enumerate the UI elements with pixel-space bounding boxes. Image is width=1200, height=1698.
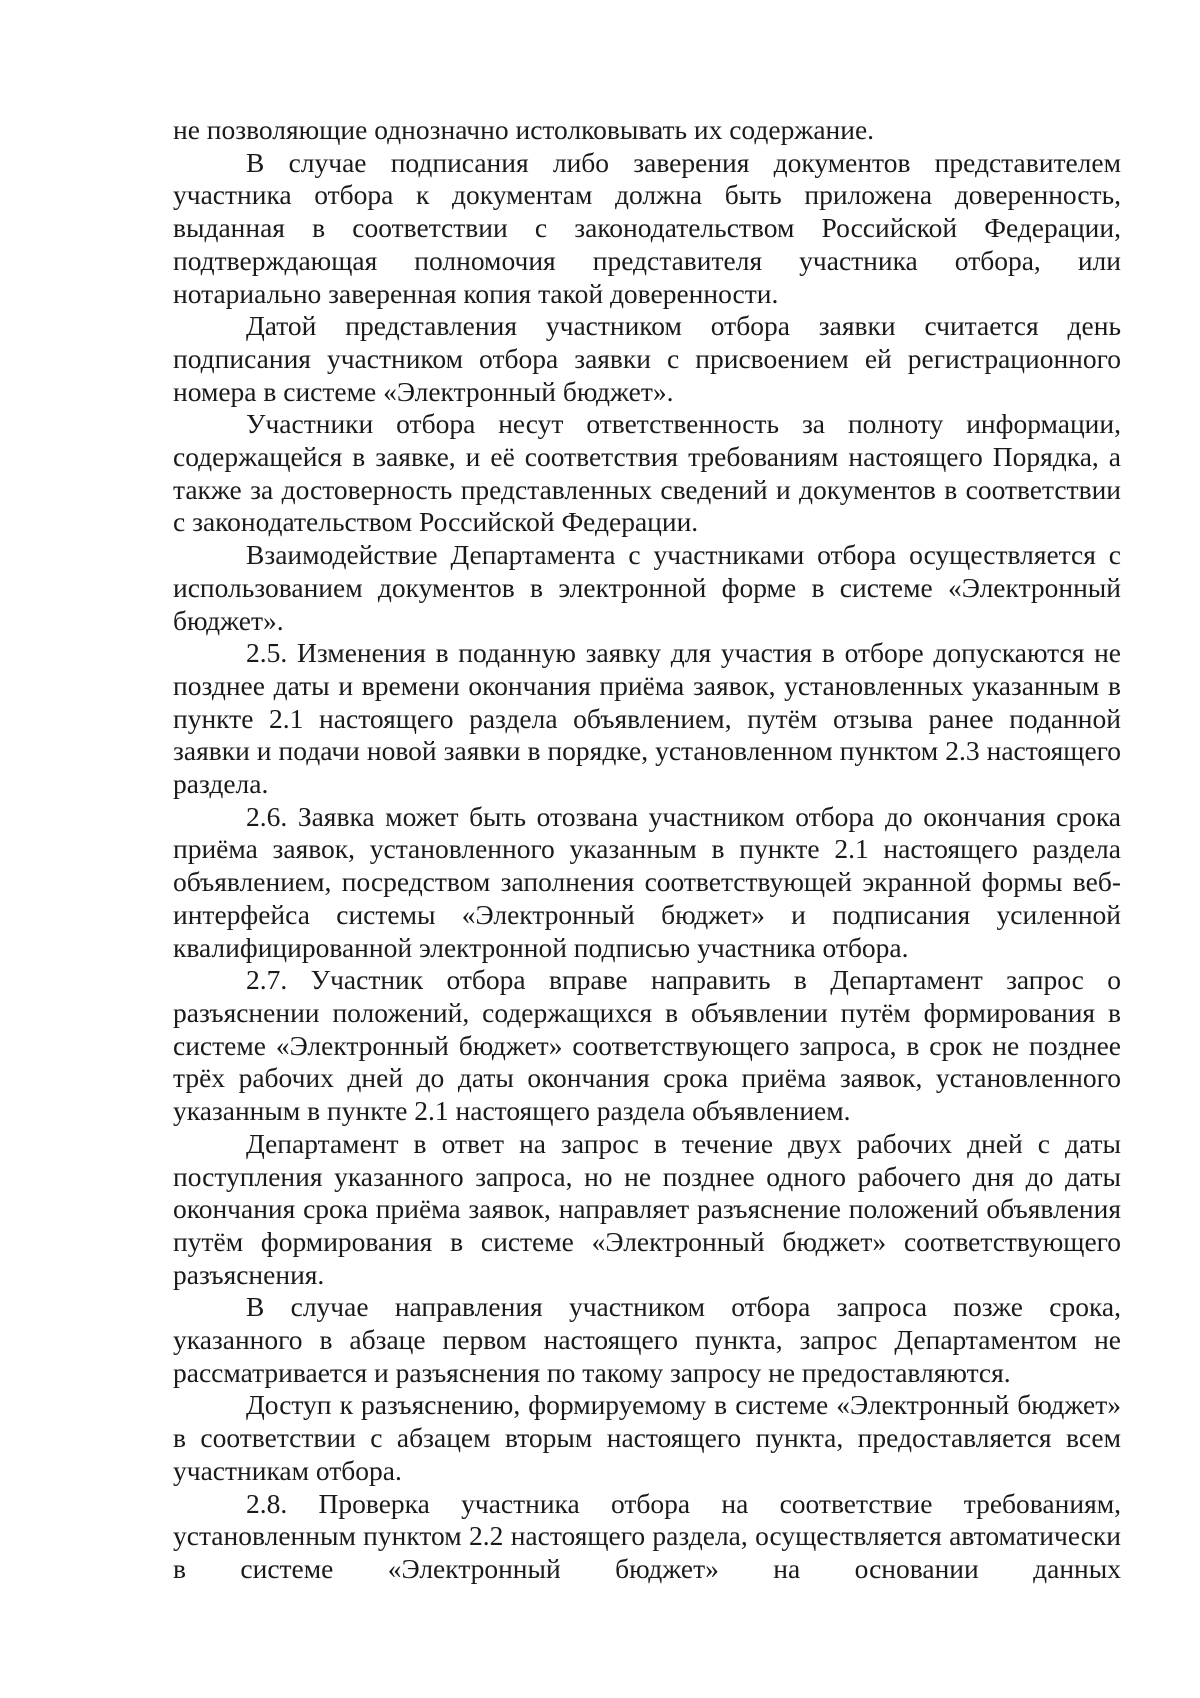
paragraph-2-8: 2.8. Проверка участника отбора на соответствие требованиям, установленным пунктом 2.2 настоящего раздела, осуществляется автоматически в системе «Электронный бюджет» на основании данных [173, 1487, 1121, 1584]
paragraph-power-of-attorney: В случае подписания либо заверения документов представителем участника отбора к документам должна быть приложена доверенность, выданная в соответствии с законодательством Российской Федерации, подтверждающая полномочия представителя участника отбора, или нотариально заверенная копия такой доверенности. [173, 146, 1121, 309]
paragraph-continuation: не позволяющие однозначно истолковывать их содержание. [173, 114, 875, 145]
paragraph-interaction: Взаимодействие Департамента с участниками отбора осуществляется с использованием документов в электронной форме в системе «Электронный бюджет». [173, 539, 1121, 636]
paragraph-late-request: В случае направления участником отбора запроса позже срока, указанного в абзаце первом настоящего пункта, запрос Департаментом не рассматривается и разъяснения по такому запросу не предоставляются. [173, 1291, 1121, 1388]
document-body [173, 114, 1121, 1586]
paragraph-2-5: 2.5. Изменения в поданную заявку для участия в отборе допускаются не позднее даты и времени окончания приёма заявок, установленных указанным в пункте 2.1 настоящего раздела объявлением, путём отзыва ранее поданной заявки и подачи новой заявки в порядке, установленном пунктом 2.3 настоящего раздела. [173, 637, 1121, 800]
paragraph-participant-responsibility: Участники отбора несут ответственность за полноту информации, содержащейся в заявке, и её соответствия требованиям настоящего Порядка, а также за достоверность представленных сведений и документов в соответствии с законодательством Российской Федерации. [173, 408, 1121, 538]
paragraph-department-response: Департамент в ответ на запрос в течение двух рабочих дней с даты поступления указанного запроса, но не позднее одного рабочего дня до даты окончания срока приёма заявок, направляет разъяснение положений объявления путём формирования в системе «Электронный бюджет» соответствующего разъяснения. [173, 1127, 1121, 1290]
paragraph-2-7: 2.7. Участник отбора вправе направить в Департамент запрос о разъяснении положений, содержащихся в объявлении путём формирования в системе «Электронный бюджет» соответствующего запроса, в срок не позднее трёх рабочих дней до даты окончания срока приёма заявок, установленного указанным в пункте 2.1 настоящего раздела объявлением. [173, 964, 1121, 1127]
paragraph-2-6: 2.6. Заявка может быть отозвана участником отбора до окончания срока приёма заявок, установленного указанным в пункте 2.1 настоящего раздела объявлением, посредством заполнения соответствующей экранной формы веб-интерфейса системы «Электронный бюджет» и подписания усиленной квалифицированной электронной подписью участника отбора. [173, 800, 1121, 963]
paragraph-access-to-clarification: Доступ к разъяснению, формируемому в системе «Электронный бюджет» в соответствии с абзацем вторым настоящего пункта, предоставляется всем участникам отбора. [173, 1389, 1121, 1486]
paragraph-submission-date: Датой представления участником отбора заявки считается день подписания участником отбора заявки с присвоением ей регистрационного номера в системе «Электронный бюджет». [173, 310, 1121, 407]
